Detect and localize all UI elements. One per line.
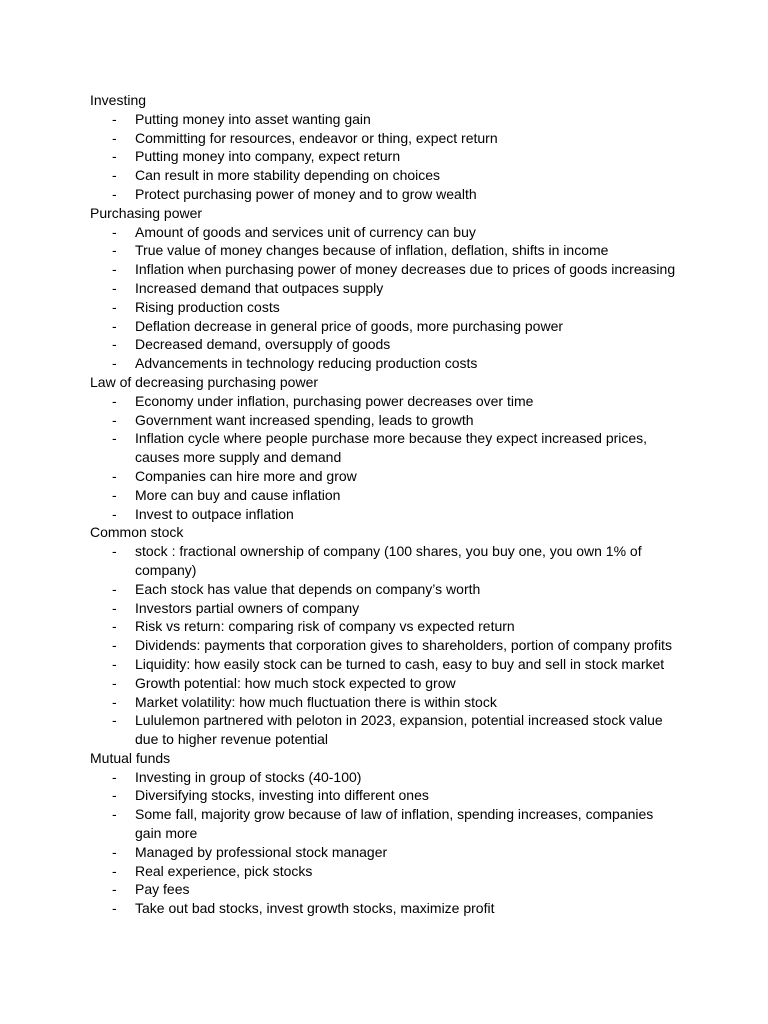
list-item [90, 411, 683, 430]
list-item-text: Lululemon partnered with peloton in 2023, expansion, potential increased stock value due to higher revenue potential [135, 712, 663, 748]
notes-content [90, 91, 690, 918]
list-item-text: Companies can hire more and grow [135, 467, 357, 484]
list-item [90, 129, 683, 148]
list-item [90, 880, 683, 899]
list-item [90, 505, 683, 524]
list-item [90, 298, 683, 317]
bullet-dash: - [112, 712, 117, 729]
list-item-text: Liquidity: how easily stock can be turned to cash, easy to buy and sell in stock market [135, 655, 665, 672]
bullet-dash: - [112, 261, 117, 278]
list-item-text: Decreased demand, oversupply of goods [135, 336, 391, 353]
list-item [90, 899, 683, 918]
list-item [90, 843, 683, 862]
list-item-text: Dividends: payments that corporation gives to shareholders, portion of company profits [135, 637, 672, 654]
bullet-dash: - [112, 768, 117, 785]
section-heading: Mutual funds [90, 749, 171, 766]
list-item [90, 693, 683, 712]
bullet-dash: - [112, 317, 117, 334]
list-item [90, 110, 683, 129]
bullet-list [90, 542, 690, 749]
bullet-dash: - [112, 900, 117, 917]
list-item-text: Managed by professional stock manager [135, 843, 388, 860]
list-item [90, 805, 683, 843]
bullet-dash: - [112, 223, 117, 240]
bullet-dash: - [112, 674, 117, 691]
bullet-dash: - [112, 862, 117, 879]
section [90, 749, 690, 918]
list-item-text: Each stock has value that depends on company’s worth [135, 580, 481, 597]
bullet-dash: - [112, 336, 117, 353]
list-item [90, 241, 683, 260]
list-item [90, 486, 683, 505]
bullet-dash: - [112, 167, 117, 184]
list-item-text: Invest to outpace inflation [135, 505, 294, 522]
section-heading: Investing [90, 92, 147, 108]
list-item-text: Investors partial owners of company [135, 599, 360, 616]
list-item [90, 166, 683, 185]
list-item [90, 260, 683, 279]
bullet-dash: - [112, 430, 117, 447]
bullet-dash: - [112, 242, 117, 259]
bullet-dash: - [112, 543, 117, 560]
bullet-list [90, 110, 690, 204]
bullet-dash: - [112, 355, 117, 372]
bullet-dash: - [112, 411, 117, 428]
section [90, 91, 690, 204]
section [90, 204, 690, 373]
list-item-text: Take out bad stocks, invest growth stocks, maximize profit [135, 900, 495, 917]
list-item [90, 429, 683, 467]
list-item-text: Market volatility: how much fluctuation there is within stock [135, 693, 497, 710]
bullet-dash: - [112, 599, 117, 616]
list-item-text: Putting money into asset wanting gain [135, 110, 371, 127]
list-item [90, 636, 683, 655]
list-item-text: Inflation when purchasing power of money decreases due to prices of goods increasing [135, 261, 676, 278]
bullet-dash: - [112, 129, 117, 146]
bullet-dash: - [112, 185, 117, 202]
list-item-text: Inflation cycle where people purchase more because they expect increased prices, causes more supply and demand [135, 430, 648, 466]
section [90, 373, 690, 523]
list-item [90, 580, 683, 599]
bullet-dash: - [112, 881, 117, 898]
list-item-text: Increased demand that outpaces supply [135, 279, 384, 296]
bullet-dash: - [112, 392, 117, 409]
list-item [90, 542, 683, 580]
list-item [90, 674, 683, 693]
list-item [90, 185, 683, 204]
list-item-text: Growth potential: how much stock expected to grow [135, 674, 456, 691]
list-item [90, 354, 683, 373]
list-item-text: Can result in more stability depending on choices [135, 167, 441, 184]
bullet-dash: - [112, 655, 117, 672]
list-item [90, 467, 683, 486]
list-item [90, 392, 683, 411]
list-item-text: Pay fees [135, 881, 190, 898]
list-item [90, 223, 683, 242]
section [90, 523, 690, 749]
list-item [90, 768, 683, 787]
list-item-text: Real experience, pick stocks [135, 862, 313, 879]
list-item-text: Government want increased spending, leads to growth [135, 411, 474, 428]
bullet-dash: - [112, 110, 117, 127]
list-item [90, 279, 683, 298]
bullet-dash: - [112, 693, 117, 710]
list-item [90, 147, 683, 166]
bullet-dash: - [112, 279, 117, 296]
bullet-list [90, 768, 690, 918]
list-item-text: Risk vs return: comparing risk of company vs expected return [135, 618, 515, 635]
bullet-dash: - [112, 843, 117, 860]
bullet-dash: - [112, 806, 117, 823]
list-item [90, 335, 683, 354]
list-item-text: Committing for resources, endeavor or thing, expect return [135, 129, 498, 146]
list-item [90, 862, 683, 881]
bullet-list [90, 223, 690, 373]
list-item-text: Putting money into company, expect return [135, 148, 401, 165]
list-item-text: Amount of goods and services unit of currency can buy [135, 223, 476, 240]
list-item-text: Some fall, majority grow because of law of inflation, spending increases, companies gain more [135, 806, 654, 842]
bullet-dash: - [112, 618, 117, 635]
list-item-text: More can buy and cause inflation [135, 486, 341, 503]
list-item-text: True value of money changes because of inflation, deflation, shifts in income [135, 242, 609, 259]
list-item [90, 617, 683, 636]
list-item [90, 317, 683, 336]
list-item-text: Diversifying stocks, investing into different ones [135, 787, 429, 804]
bullet-dash: - [112, 486, 117, 503]
bullet-dash: - [112, 637, 117, 654]
bullet-dash: - [112, 505, 117, 522]
list-item-text: Economy under inflation, purchasing power decreases over time [135, 392, 534, 409]
list-item [90, 599, 683, 618]
bullet-dash: - [112, 580, 117, 597]
list-item [90, 711, 683, 749]
list-item-text: Advancements in technology reducing production costs [135, 355, 478, 372]
list-item [90, 786, 683, 805]
list-item-text: Investing in group of stocks (40-100) [135, 768, 362, 785]
bullet-dash: - [112, 467, 117, 484]
list-item-text: stock : fractional ownership of company (100 shares, you buy one, you own 1% of company) [135, 543, 642, 578]
list-item-text: Protect purchasing power of money and to grow wealth [135, 185, 477, 202]
section-heading: Purchasing power [90, 204, 203, 221]
bullet-list [90, 392, 690, 524]
list-item-text: Deflation decrease in general price of goods, more purchasing power [135, 317, 564, 334]
bullet-dash: - [112, 787, 117, 804]
section-heading: Law of decreasing purchasing power [90, 373, 319, 390]
bullet-dash: - [112, 148, 117, 165]
section-heading: Common stock [90, 524, 184, 541]
list-item [90, 655, 683, 674]
list-item-text: Rising production costs [135, 298, 280, 315]
bullet-dash: - [112, 298, 117, 315]
